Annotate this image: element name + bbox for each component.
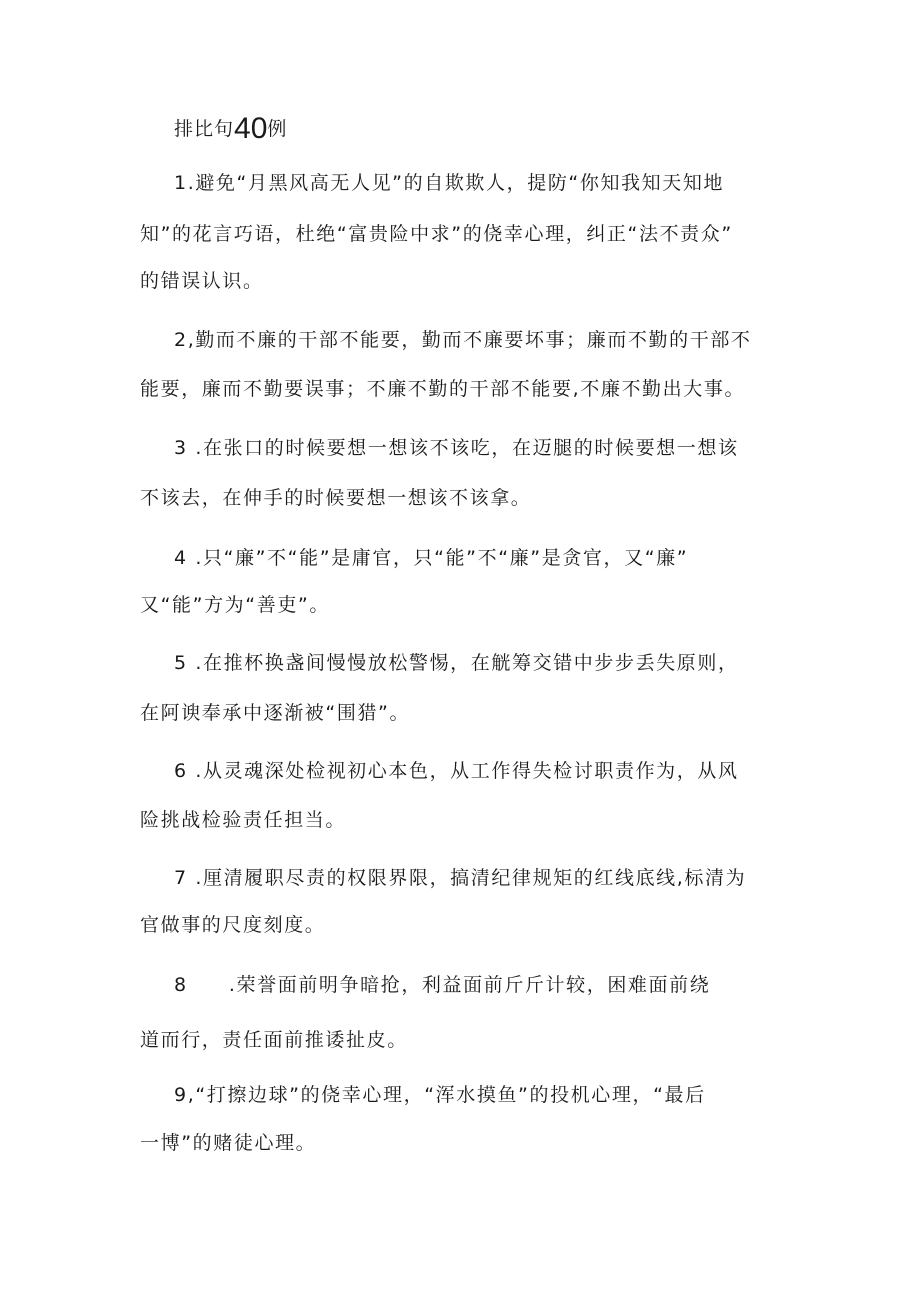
paragraph-8-line-2: 道而行，责任面前推诿扯皮。 — [140, 1029, 408, 1051]
paragraph-3-line-2: 不该去，在伸手的时候要想一想该不该拿。 — [140, 487, 532, 509]
paragraph-7-line-1: 7 .厘清履职尽责的权限界限，搞清纪律规矩的红线底线,标清为 — [174, 867, 747, 889]
title-suffix: 例 — [267, 118, 288, 140]
title-prefix: 排比句 — [174, 118, 235, 140]
paragraph-5-line-1: 5 .在推杯换盏间慢慢放松警惕，在觥筹交错中步步丢失原则， — [174, 652, 739, 674]
paragraph-6-line-1: 6 .从灵魂深处检视初心本色，从工作得失检讨职责作为，从风 — [174, 760, 739, 782]
paragraph-3-line-1: 3 .在张口的时候要想一想该不该吃，在迈腿的时候要想一想该 — [174, 437, 739, 459]
paragraph-2-line-2: 能要，廉而不勤要误事；不廉不勤的干部不能要,不廉不勤出大事。 — [140, 378, 746, 400]
paragraph-4-line-2: 又“能”方为“善吏”。 — [140, 594, 330, 616]
paragraph-1-line-3: 的错误认识。 — [140, 270, 264, 292]
paragraph-8-line-1: 8 .荣誉面前明争暗抢，利益面前斤斤计较，困难面前绕 — [174, 974, 711, 996]
title-number: 40 — [234, 112, 268, 145]
paragraph-9-line-1: 9,“打擦边球”的侥幸心理，“浑水摸鱼”的投机心理，“最后 — [174, 1084, 706, 1106]
paragraph-6-line-2: 险挑战检验责任担当。 — [140, 809, 347, 831]
paragraph-7-line-2: 官做事的尺度刻度。 — [140, 914, 326, 936]
paragraph-5-line-2: 在阿谀奉承中逐渐被“围猎”。 — [140, 702, 411, 724]
paragraph-1-line-2: 知”的花言巧语，杜绝“富贵险中求”的侥幸心理，纠正“法不责众” — [140, 223, 733, 245]
paragraph-1-line-1: 1.避免“月黑风高无人见”的自欺欺人，提防“你知我知天知地 — [174, 172, 725, 194]
paragraph-9-line-2: 一博”的赌徒心理。 — [140, 1132, 317, 1154]
document-title — [174, 112, 287, 146]
paragraph-4-line-1: 4 .只“廉”不“能”是庸官，只“能”不“廉”是贪官，又“廉” — [174, 547, 689, 569]
paragraph-2-line-1: 2,勤而不廉的干部不能要，勤而不廉要坏事；廉而不勤的干部不 — [174, 329, 752, 351]
